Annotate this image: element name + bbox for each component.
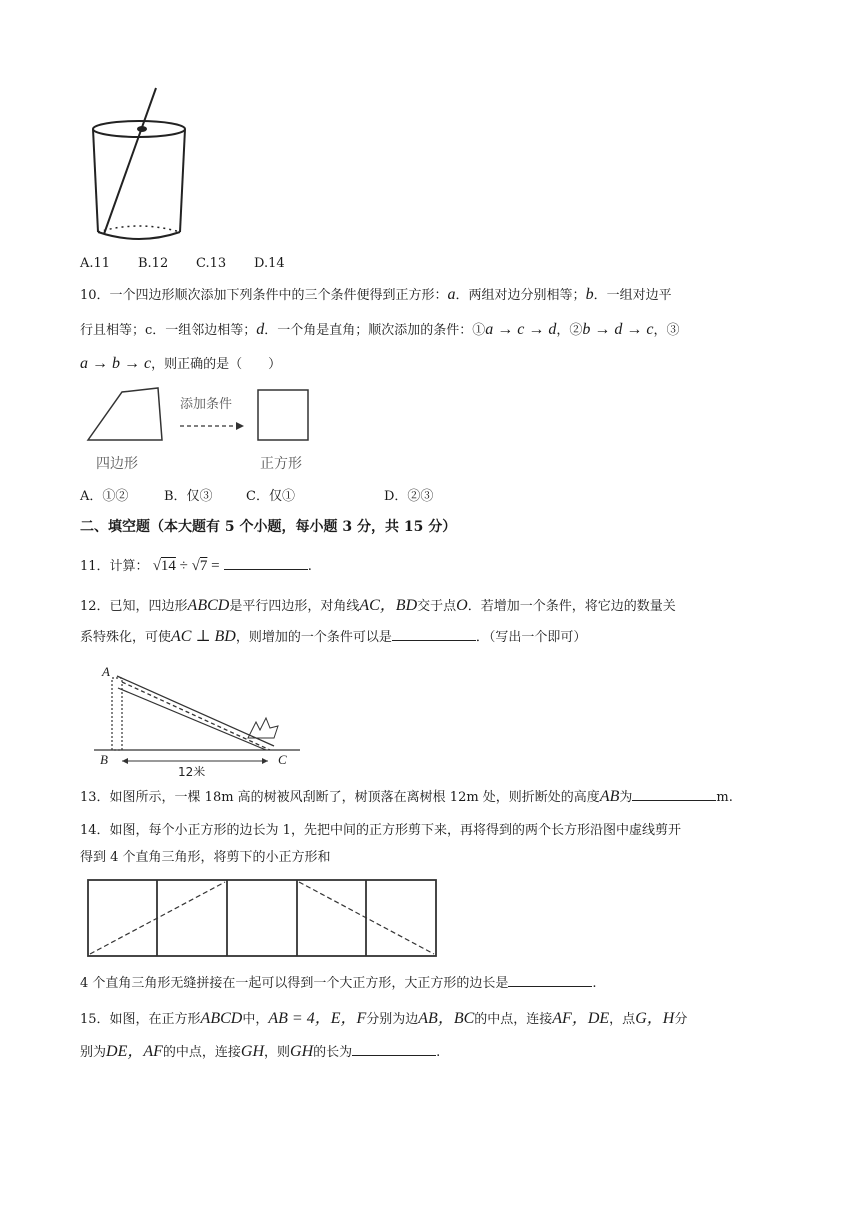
q15-text: . (436, 1045, 441, 1060)
q15-text: 的中点，连接 (474, 1012, 553, 1027)
label-b: B (100, 752, 108, 767)
q15-line2 (80, 1038, 440, 1061)
caption-quadrilateral: 四边形 (96, 456, 138, 472)
label-c: C (278, 752, 287, 767)
q10-text: ，③ (653, 323, 680, 338)
option-b: B．仅③ (164, 489, 213, 504)
q13-line (80, 786, 733, 806)
math-var: GH (290, 1043, 314, 1060)
q13-text: 为 (619, 790, 633, 805)
divide-sign: ÷ (179, 558, 188, 574)
answer-blank (352, 1043, 436, 1056)
q15-text: 15．如图，在正方形 (80, 1012, 201, 1027)
q10-line2 (80, 319, 680, 339)
q11-text: 11．计算： (80, 559, 149, 574)
cylinder-straw-figure (86, 84, 196, 244)
broken-tree-figure (88, 660, 308, 776)
math-var: O (456, 597, 468, 614)
q10-text: ．两组对边分别相等； (455, 288, 586, 303)
q10-text: ．一组对边平 (593, 288, 672, 303)
math-var: ABCD (187, 597, 230, 614)
q15-text: 别为 (80, 1045, 107, 1060)
q12-line1 (80, 592, 676, 615)
q12-text: 12．已知，四边形 (80, 599, 188, 614)
math-var: AB，BC (418, 1010, 475, 1027)
q15-text: 的长为 (313, 1045, 353, 1060)
math-var: AC，BD (359, 597, 418, 614)
option-c: C.13 (196, 256, 227, 271)
equals-sign: = (211, 558, 220, 574)
math-seq: a → b → c (80, 355, 152, 372)
q11-text: . (307, 559, 312, 574)
q15-text: 中， (242, 1012, 269, 1027)
math-expr: AC ⊥ BD (171, 628, 236, 645)
answer-blank (392, 628, 476, 641)
dimension-label: 12米 (178, 765, 206, 776)
answer-blank (508, 974, 592, 987)
q14-text: . (592, 976, 597, 991)
option-b: B.12 (138, 256, 169, 271)
q9-options (80, 256, 285, 271)
math-var: DE，AF (106, 1043, 163, 1060)
q15-text: 分 (674, 1012, 688, 1027)
q10-options (80, 485, 433, 504)
math-seq: a → c → d (485, 321, 557, 338)
caption-square: 正方形 (260, 456, 302, 472)
q12-text: ．若增加一个条件，将它边的数量关 (467, 599, 676, 614)
q10-text: ，② (556, 323, 583, 338)
math-var: AF，DE (552, 1010, 610, 1027)
label-a: A (102, 664, 110, 679)
q15-line1 (80, 1005, 687, 1028)
five-squares-figure (86, 876, 442, 960)
math-var: GH (240, 1043, 265, 1060)
math-var: ABCD (200, 1010, 243, 1027)
q10-line3 (80, 353, 281, 373)
q10-text: ，则正确的是（ ） (151, 357, 282, 372)
math-expr: AB = 4，E，F (268, 1010, 367, 1027)
q15-text: ，则 (264, 1045, 291, 1060)
math-var: d (256, 321, 265, 338)
q12-text: 系特殊化，可使 (80, 630, 172, 645)
caption-add-conditions: 添加条件 (180, 397, 233, 412)
radicand: 14 (160, 558, 176, 574)
q12-text: 交于点 (417, 599, 457, 614)
option-a: A．①② (80, 489, 129, 504)
q15-text: 的中点，连接 (162, 1045, 241, 1060)
q10-text: 10．一个四边形顺次添加下列条件中的三个条件便得到正方形： (80, 288, 448, 303)
q13-text: m. (716, 790, 733, 805)
section-heading: 二、填空题（本大题有 5 个小题，每小题 3 分，共 15 分） (80, 519, 457, 535)
q14-line3 (80, 972, 597, 991)
answer-blank (632, 788, 716, 801)
radicand: 7 (199, 558, 208, 574)
q11-line: 11．计算： √14 ÷ √7 = . (80, 558, 312, 574)
q13-text: 13．如图所示，一棵 18m 高的树被风刮断了，树顶落在离树根 12m 处，则折断处的高度 (80, 790, 600, 805)
quadrilateral-to-square-figure (84, 384, 324, 476)
q10-text: 行且相等；c．一组邻边相等； (80, 323, 257, 338)
math-var: AB (599, 788, 620, 805)
math-seq: b → d → c (582, 321, 654, 338)
q10-line1 (80, 284, 672, 304)
option-c: C．仅① (246, 489, 295, 504)
math-var: G，H (635, 1010, 675, 1027)
q14-line2: 得到 4 个直角三角形，将剪下的小正方形和 (80, 850, 331, 865)
q14-text: 4 个直角三角形无缝拼接在一起可以得到一个大正方形，大正方形的边长是 (80, 976, 509, 991)
q15-text: 分别为边 (366, 1012, 419, 1027)
q10-text: ．一个角是直角；顺次添加的条件：① (264, 323, 486, 338)
q12-text: ，则增加的一个条件可以是 (235, 630, 392, 645)
q15-text: ，点 (609, 1012, 636, 1027)
q12-line2 (80, 626, 586, 646)
option-a: A.11 (80, 256, 111, 271)
answer-blank (224, 557, 308, 570)
math-var: a (447, 286, 456, 303)
option-d: D.14 (254, 256, 285, 271)
q12-text: ．（写出一个即可） (475, 630, 587, 645)
option-d: D．②③ (384, 489, 434, 504)
math-var: b (585, 286, 594, 303)
q14-line1: 14．如图，每个小正方形的边长为 1，先把中间的正方形剪下来，再将得到的两个长方形沿图中虚线剪开 (80, 823, 681, 838)
q12-text: 是平行四边形，对角线 (229, 599, 360, 614)
